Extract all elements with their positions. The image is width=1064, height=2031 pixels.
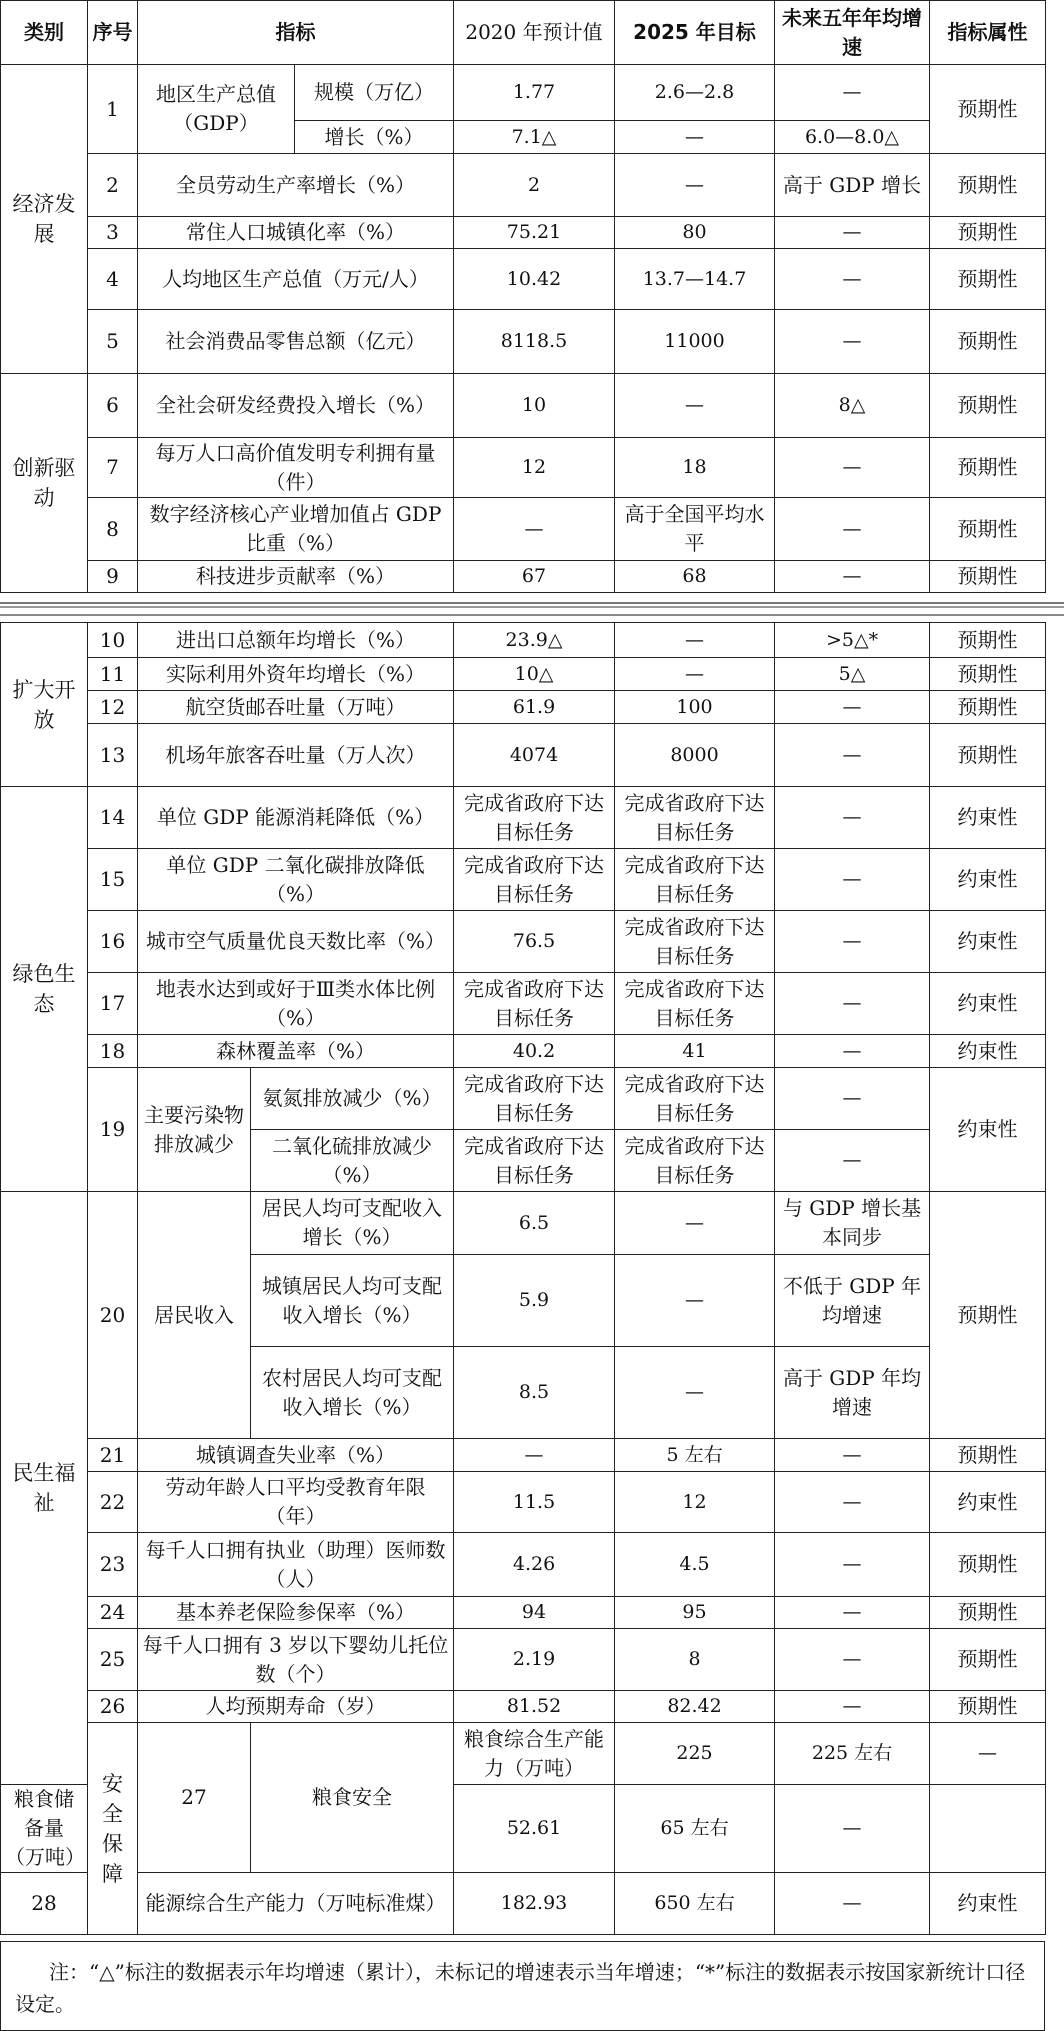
row-v2025: — bbox=[615, 374, 775, 438]
header-category: 类别 bbox=[1, 1, 88, 65]
row-v2020: 94 bbox=[454, 1597, 615, 1629]
row-growth: — bbox=[775, 787, 930, 849]
row-attr: 约束性 bbox=[930, 1068, 1046, 1192]
row-name: 劳动年龄人口平均受教育年限（年） bbox=[138, 1472, 454, 1533]
row-attr: 预期性 bbox=[930, 249, 1046, 310]
row-v2025: 68 bbox=[615, 561, 775, 593]
table-row bbox=[1, 249, 1046, 310]
row-v2025: 完成省政府下达目标任务 bbox=[615, 849, 775, 911]
row-attr: 预期性 bbox=[930, 691, 1046, 724]
row-v2020: 2 bbox=[454, 154, 615, 217]
row-attr: 预期性 bbox=[930, 438, 1046, 498]
row-growth: — bbox=[775, 438, 930, 498]
row-v2020: 12 bbox=[454, 438, 615, 498]
row-growth: — bbox=[775, 1597, 930, 1629]
row-growth: 6.0—8.0△ bbox=[775, 121, 930, 154]
row-growth: 高于 GDP 年均增速 bbox=[775, 1347, 930, 1439]
row-attr: 预期性 bbox=[930, 498, 1046, 561]
row-v2025: 225 左右 bbox=[775, 1723, 930, 1785]
row-name: 社会消费品零售总额（亿元） bbox=[138, 310, 454, 374]
row-v2025: 100 bbox=[615, 691, 775, 724]
row-v2020: 2.19 bbox=[454, 1629, 615, 1691]
row-subname: 规模（万亿） bbox=[295, 65, 454, 121]
row-v2020: — bbox=[454, 498, 615, 561]
row-name: 常住人口城镇化率（%） bbox=[138, 217, 454, 249]
row-attr: 约束性 bbox=[930, 911, 1046, 973]
row-subname: 增长（%） bbox=[295, 121, 454, 154]
row-attr: 约束性 bbox=[930, 1472, 1046, 1533]
table-row bbox=[1, 498, 1046, 561]
row-growth: — bbox=[775, 498, 930, 561]
row-attr: 约束性 bbox=[930, 973, 1046, 1035]
row-no: 2 bbox=[88, 154, 138, 217]
table-row bbox=[1, 310, 1046, 374]
row-no: 28 bbox=[1, 1873, 88, 1935]
row-v2020: 6.5 bbox=[454, 1192, 615, 1255]
row-v2025: — bbox=[615, 121, 775, 154]
row-no: 8 bbox=[88, 498, 138, 561]
row-v2025: 11000 bbox=[615, 310, 775, 374]
row-v2020: 52.61 bbox=[454, 1785, 615, 1873]
row-v2020: 40.2 bbox=[454, 1035, 615, 1068]
row-no: 10 bbox=[88, 623, 138, 658]
row-attr: 预期性 bbox=[930, 374, 1046, 438]
table-row bbox=[1, 561, 1046, 593]
row-attr: 预期性 bbox=[930, 1439, 1046, 1472]
row-v2025: 8 bbox=[615, 1629, 775, 1691]
row-attr: 预期性 bbox=[930, 1629, 1046, 1691]
row-name: 数字经济核心产业增加值占 GDP 比重（%） bbox=[138, 498, 454, 561]
row-attr: 预期性 bbox=[930, 1192, 1046, 1439]
table-footnote: 注：“△”标注的数据表示年均增速（累计），未标记的增速表示当年增速；“*”标注的数据表示按国家新统计口径设定。 bbox=[0, 1941, 1045, 2031]
header-2020: 2020 年预计值 bbox=[454, 1, 615, 65]
row-growth: 5△ bbox=[775, 658, 930, 691]
row-name: 每千人口拥有执业（助理）医师数（人） bbox=[138, 1533, 454, 1597]
row-v2025: 完成省政府下达目标任务 bbox=[615, 1130, 775, 1192]
row-name: 森林覆盖率（%） bbox=[138, 1035, 454, 1068]
row-no: 4 bbox=[88, 249, 138, 310]
row-v2020: — bbox=[454, 1439, 615, 1472]
row-name: 进出口总额年均增长（%） bbox=[138, 623, 454, 658]
table-row bbox=[1, 1873, 1046, 1935]
category-opening: 扩大开放 bbox=[1, 623, 88, 787]
row-v2025: 13.7—14.7 bbox=[615, 249, 775, 310]
table-row bbox=[1, 438, 1046, 498]
row-no: 16 bbox=[88, 911, 138, 973]
row-no: 14 bbox=[88, 787, 138, 849]
row-subname: 粮食综合生产能力（万吨） bbox=[454, 1723, 615, 1785]
row-no: 12 bbox=[88, 691, 138, 724]
row-name: 人均预期寿命（岁） bbox=[138, 1691, 454, 1723]
row-growth: — bbox=[775, 65, 930, 121]
row-v2025: 完成省政府下达目标任务 bbox=[615, 911, 775, 973]
row-v2020: 8.5 bbox=[454, 1347, 615, 1439]
row-v2025: 18 bbox=[615, 438, 775, 498]
row-growth: — bbox=[775, 310, 930, 374]
row-v2025: — bbox=[615, 623, 775, 658]
row-no: 25 bbox=[88, 1629, 138, 1691]
row-attr: 预期性 bbox=[930, 65, 1046, 154]
row-v2025: — bbox=[615, 1255, 775, 1347]
row-v2020: 10 bbox=[454, 374, 615, 438]
table-row bbox=[1, 1068, 1046, 1130]
row-no: 13 bbox=[88, 724, 138, 787]
table-row bbox=[1, 1533, 1046, 1597]
row-name: 人均地区生产总值（万元/人） bbox=[138, 249, 454, 310]
page-break-line bbox=[0, 606, 1064, 608]
table-row bbox=[1, 1629, 1046, 1691]
row-v2020: 5.9 bbox=[454, 1255, 615, 1347]
indicator-table-part-1 bbox=[0, 0, 1046, 593]
page-break-line bbox=[0, 614, 1064, 616]
row-growth: — bbox=[775, 1785, 930, 1873]
category-innovation: 创新驱动 bbox=[1, 374, 88, 593]
row-v2025: 41 bbox=[615, 1035, 775, 1068]
row-v2025: 82.42 bbox=[615, 1691, 775, 1723]
row-name: 每万人口高价值发明专利拥有量（件） bbox=[138, 438, 454, 498]
page-break-line bbox=[0, 602, 1064, 604]
row-name: 主要污染物排放减少 bbox=[138, 1068, 251, 1192]
row-growth: — bbox=[775, 1629, 930, 1691]
row-attr: 预期性 bbox=[930, 1597, 1046, 1629]
row-v2025: 5 左右 bbox=[615, 1439, 775, 1472]
row-v2025: 95 bbox=[615, 1597, 775, 1629]
row-growth: — bbox=[775, 217, 930, 249]
category-welfare: 民生福祉 bbox=[1, 1192, 88, 1785]
row-v2020: 67 bbox=[454, 561, 615, 593]
header-seq: 序号 bbox=[88, 1, 138, 65]
row-name: 科技进步贡献率（%） bbox=[138, 561, 454, 593]
header-attr: 指标属性 bbox=[930, 1, 1046, 65]
row-v2025: 650 左右 bbox=[615, 1873, 775, 1935]
row-attr: 预期性 bbox=[930, 1691, 1046, 1723]
row-no: 1 bbox=[88, 65, 138, 154]
row-growth: — bbox=[775, 1439, 930, 1472]
row-growth: — bbox=[930, 1723, 1046, 1785]
row-no: 11 bbox=[88, 658, 138, 691]
table-row bbox=[1, 1035, 1046, 1068]
row-subname: 城镇居民人均可支配收入增长（%） bbox=[251, 1255, 454, 1347]
row-no: 24 bbox=[88, 1597, 138, 1629]
row-v2025: — bbox=[615, 154, 775, 217]
table-row bbox=[1, 691, 1046, 724]
row-v2020: 61.9 bbox=[454, 691, 615, 724]
row-growth: — bbox=[775, 1873, 930, 1935]
row-attr: 约束性 bbox=[930, 849, 1046, 911]
row-v2020: 完成省政府下达目标任务 bbox=[454, 1068, 615, 1130]
row-v2020: 8118.5 bbox=[454, 310, 615, 374]
row-v2025: 65 左右 bbox=[615, 1785, 775, 1873]
row-v2025: 高于全国平均水平 bbox=[615, 498, 775, 561]
row-v2025: — bbox=[615, 1192, 775, 1255]
row-growth: — bbox=[775, 1130, 930, 1192]
table-row bbox=[1, 1691, 1046, 1723]
category-security: 安全保障 bbox=[88, 1723, 138, 1935]
row-v2020: 完成省政府下达目标任务 bbox=[454, 849, 615, 911]
row-growth: — bbox=[775, 249, 930, 310]
row-v2020: 75.21 bbox=[454, 217, 615, 249]
row-attr: 预期性 bbox=[930, 1533, 1046, 1597]
row-v2025: 12 bbox=[615, 1472, 775, 1533]
row-growth: — bbox=[775, 1691, 930, 1723]
row-name: 机场年旅客吞吐量（万人次） bbox=[138, 724, 454, 787]
row-name: 每千人口拥有 3 岁以下婴幼儿托位数（个） bbox=[138, 1629, 454, 1691]
row-growth: — bbox=[775, 911, 930, 973]
row-attr: 约束性 bbox=[930, 1873, 1046, 1935]
table-row bbox=[1, 724, 1046, 787]
row-v2025: 8000 bbox=[615, 724, 775, 787]
header-indicator: 指标 bbox=[138, 1, 454, 65]
row-attr: 预期性 bbox=[930, 658, 1046, 691]
indicator-table-part-2 bbox=[0, 622, 1046, 1935]
row-attr: 约束性 bbox=[930, 1035, 1046, 1068]
table-row bbox=[1, 1192, 1046, 1255]
row-name: 全社会研发经费投入增长（%） bbox=[138, 374, 454, 438]
row-no: 18 bbox=[88, 1035, 138, 1068]
row-v2020: 10.42 bbox=[454, 249, 615, 310]
row-v2020: 225 bbox=[615, 1723, 775, 1785]
table-row bbox=[1, 217, 1046, 249]
row-v2020: 4074 bbox=[454, 724, 615, 787]
category-economy: 经济发展 bbox=[1, 65, 88, 374]
row-subname: 居民人均可支配收入增长（%） bbox=[251, 1192, 454, 1255]
row-v2025: 2.6—2.8 bbox=[615, 65, 775, 121]
table-row bbox=[1, 154, 1046, 217]
row-v2020: 76.5 bbox=[454, 911, 615, 973]
row-v2020: 10△ bbox=[454, 658, 615, 691]
row-attr: 预期性 bbox=[930, 724, 1046, 787]
row-v2025: — bbox=[615, 658, 775, 691]
row-attr: 预期性 bbox=[930, 623, 1046, 658]
row-subname: 氨氮排放减少（%） bbox=[251, 1068, 454, 1130]
row-name: 基本养老保险参保率（%） bbox=[138, 1597, 454, 1629]
row-name: 全员劳动生产率增长（%） bbox=[138, 154, 454, 217]
row-growth: — bbox=[775, 1533, 930, 1597]
row-no: 21 bbox=[88, 1439, 138, 1472]
table-row bbox=[1, 658, 1046, 691]
table-row bbox=[1, 1597, 1046, 1629]
row-growth: >5△* bbox=[775, 623, 930, 658]
row-name: 能源综合生产能力（万吨标准煤） bbox=[138, 1873, 454, 1935]
row-attr: 预期性 bbox=[930, 561, 1046, 593]
table-row bbox=[1, 911, 1046, 973]
row-no: 22 bbox=[88, 1472, 138, 1533]
row-name: 航空货邮吞吐量（万吨） bbox=[138, 691, 454, 724]
row-no: 7 bbox=[88, 438, 138, 498]
row-v2020: 7.1△ bbox=[454, 121, 615, 154]
row-v2025: 完成省政府下达目标任务 bbox=[615, 973, 775, 1035]
row-v2025: 完成省政府下达目标任务 bbox=[615, 787, 775, 849]
row-attr: 预期性 bbox=[930, 154, 1046, 217]
table-row bbox=[1, 787, 1046, 849]
row-v2025: 80 bbox=[615, 217, 775, 249]
row-v2020: 81.52 bbox=[454, 1691, 615, 1723]
row-growth: 与 GDP 增长基本同步 bbox=[775, 1192, 930, 1255]
row-v2020: 1.77 bbox=[454, 65, 615, 121]
row-growth: — bbox=[775, 561, 930, 593]
table-row bbox=[1, 973, 1046, 1035]
row-v2020: 11.5 bbox=[454, 1472, 615, 1533]
row-subname: 二氧化硫排放减少（%） bbox=[251, 1130, 454, 1192]
table-row bbox=[1, 1472, 1046, 1533]
table-row bbox=[1, 849, 1046, 911]
table-row bbox=[1, 65, 1046, 121]
header-row bbox=[1, 1, 1046, 65]
row-name: 城镇调查失业率（%） bbox=[138, 1439, 454, 1472]
row-growth: — bbox=[775, 1068, 930, 1130]
header-2025: 2025 年目标 bbox=[615, 1, 775, 65]
row-no: 23 bbox=[88, 1533, 138, 1597]
row-no: 19 bbox=[88, 1068, 138, 1192]
row-v2025: 完成省政府下达目标任务 bbox=[615, 1068, 775, 1130]
row-growth: — bbox=[775, 849, 930, 911]
table-row bbox=[1, 374, 1046, 438]
row-name: 地表水达到或好于Ⅲ类水体比例（%） bbox=[138, 973, 454, 1035]
row-name: 居民收入 bbox=[138, 1192, 251, 1439]
row-growth: 8△ bbox=[775, 374, 930, 438]
row-subname: 农村居民人均可支配收入增长（%） bbox=[251, 1347, 454, 1439]
row-attr: 约束性 bbox=[930, 787, 1046, 849]
row-growth: — bbox=[775, 724, 930, 787]
row-no: 15 bbox=[88, 849, 138, 911]
row-growth: — bbox=[775, 973, 930, 1035]
row-name: 单位 GDP 二氧化碳排放降低（%） bbox=[138, 849, 454, 911]
row-v2020: 23.9△ bbox=[454, 623, 615, 658]
header-growth: 未来五年年均增速 bbox=[775, 1, 930, 65]
row-name: 粮食安全 bbox=[251, 1723, 454, 1873]
row-growth: 不低于 GDP 年均增速 bbox=[775, 1255, 930, 1347]
row-v2020: 182.93 bbox=[454, 1873, 615, 1935]
row-growth: — bbox=[775, 691, 930, 724]
row-no: 3 bbox=[88, 217, 138, 249]
row-no: 5 bbox=[88, 310, 138, 374]
row-attr: 预期性 bbox=[930, 310, 1046, 374]
row-name: 实际利用外资年均增长（%） bbox=[138, 658, 454, 691]
row-growth: 高于 GDP 增长 bbox=[775, 154, 930, 217]
row-no: 26 bbox=[88, 1691, 138, 1723]
category-green: 绿色生态 bbox=[1, 787, 88, 1192]
table-row bbox=[1, 623, 1046, 658]
row-name: 地区生产总值（GDP） bbox=[138, 65, 295, 154]
row-no: 9 bbox=[88, 561, 138, 593]
row-attr: 预期性 bbox=[930, 217, 1046, 249]
row-growth: — bbox=[775, 1472, 930, 1533]
table-row bbox=[1, 1439, 1046, 1472]
row-no: 20 bbox=[88, 1192, 138, 1439]
row-no: 27 bbox=[138, 1723, 251, 1873]
row-v2020: 4.26 bbox=[454, 1533, 615, 1597]
table-row bbox=[1, 1723, 1046, 1785]
row-v2020: 完成省政府下达目标任务 bbox=[454, 787, 615, 849]
row-no: 17 bbox=[88, 973, 138, 1035]
row-v2020: 完成省政府下达目标任务 bbox=[454, 973, 615, 1035]
row-v2020: 完成省政府下达目标任务 bbox=[454, 1130, 615, 1192]
row-no: 6 bbox=[88, 374, 138, 438]
row-v2025: 4.5 bbox=[615, 1533, 775, 1597]
row-v2025: — bbox=[615, 1347, 775, 1439]
row-growth: — bbox=[775, 1035, 930, 1068]
row-name: 城市空气质量优良天数比率（%） bbox=[138, 911, 454, 973]
row-name: 单位 GDP 能源消耗降低（%） bbox=[138, 787, 454, 849]
page-break bbox=[0, 600, 1064, 622]
row-subname: 粮食储备量（万吨） bbox=[1, 1785, 88, 1873]
